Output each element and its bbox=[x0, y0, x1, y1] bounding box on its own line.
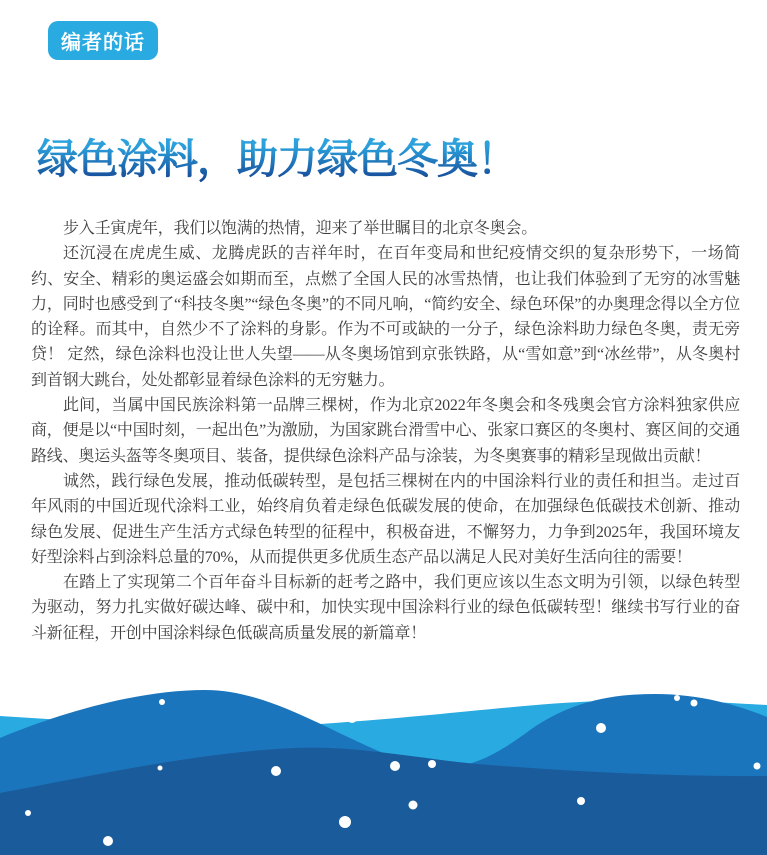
snow-dot bbox=[158, 766, 163, 771]
snow-dot bbox=[159, 699, 165, 705]
snow-dot bbox=[347, 713, 357, 723]
article-paragraph: 诚然，践行绿色发展，推动低碳转型，是包括三棵树在内的中国涂料行业的责任和担当。走过百年风雨的中国近现代涂料工业，始终肩负着走绿色低碳发展的使命，在加强绿色低碳技术创新、推动绿色发展、促进生产生活方式绿色转型的征程中，积极奋进，不懈努力，力争到2025年，我国环境友好型涂料占到涂料总量的70%，从而提供更多优质生态产品以满足人民对美好生活向往的需要！ bbox=[31, 472, 740, 566]
snow-dot bbox=[103, 836, 113, 846]
snow-dot bbox=[339, 816, 351, 828]
article-paragraph: 步入壬寅虎年，我们以饱满的热情，迎来了举世瞩目的北京冬奥会。 bbox=[63, 220, 538, 237]
snow-dot bbox=[754, 763, 761, 770]
snow-dot bbox=[271, 766, 281, 776]
snow-dot bbox=[428, 760, 436, 768]
snow-dot bbox=[596, 723, 606, 733]
snow-dot bbox=[25, 810, 31, 816]
editor-note-badge bbox=[48, 21, 158, 60]
article-paragraph: 还沉浸在虎虎生威、龙腾虎跃的吉祥年时，在百年变局和世纪疫情交织的复杂形势下，一场简约、安全、精彩的奥运盛会如期而至，点燃了全国人民的冰雪热情，也让我们体验到了无穷的冰雪魅力，同时也感受到了“科技冬奥”“绿色冬奥”的不同凡响，“简约安全、绿色环保”的办奥理念得以全方位的诠释。而其中，自然少不了涂料的身影。作为不可或缺的一分子，绿色涂料助力绿色冬奥，责无旁贷！ 定然，绿色涂料也没让世人失望——从冬奥场馆到京张铁路，从“雪如意”到“冰丝带”，从冬奥村到首钢大跳台，处处都彰显着绿色涂料的无穷魅力。 bbox=[31, 245, 740, 389]
snow-dot bbox=[577, 797, 585, 805]
wave-footer-graphic bbox=[0, 660, 767, 855]
snow-dot bbox=[691, 700, 698, 707]
article-paragraph: 在踏上了实现第二个百年奋斗目标新的赶考之路中，我们更应该以生态文明为引领，以绿色转型为驱动，努力扎实做好碳达峰、碳中和，加快实现中国涂料行业的绿色低碳转型！继续书写行业的奋斗新征程，开创中国涂料绿色低碳高质量发展的新篇章！ bbox=[31, 574, 740, 642]
editor-note-badge-label: 编者的话 bbox=[61, 32, 145, 54]
page-title: 绿色涂料，助力绿色冬奥！ bbox=[37, 126, 517, 185]
article-body bbox=[31, 216, 740, 646]
snow-dot bbox=[390, 761, 400, 771]
article-paragraph: 此间，当属中国民族涂料第一品牌三棵树，作为北京2022年冬奥会和冬残奥会官方涂料独家供应商，便是以“中国时刻，一起出色”为激励，为国家跳台滑雪中心、张家口赛区的冬奥村、赛区间的交通路线、奥运头盔等冬奥项目、装备，提供绿色涂料产品与涂装，为冬奥赛事的精彩呈现做出贡献！ bbox=[31, 397, 741, 465]
snow-dot bbox=[409, 801, 418, 810]
snow-dot bbox=[674, 695, 680, 701]
